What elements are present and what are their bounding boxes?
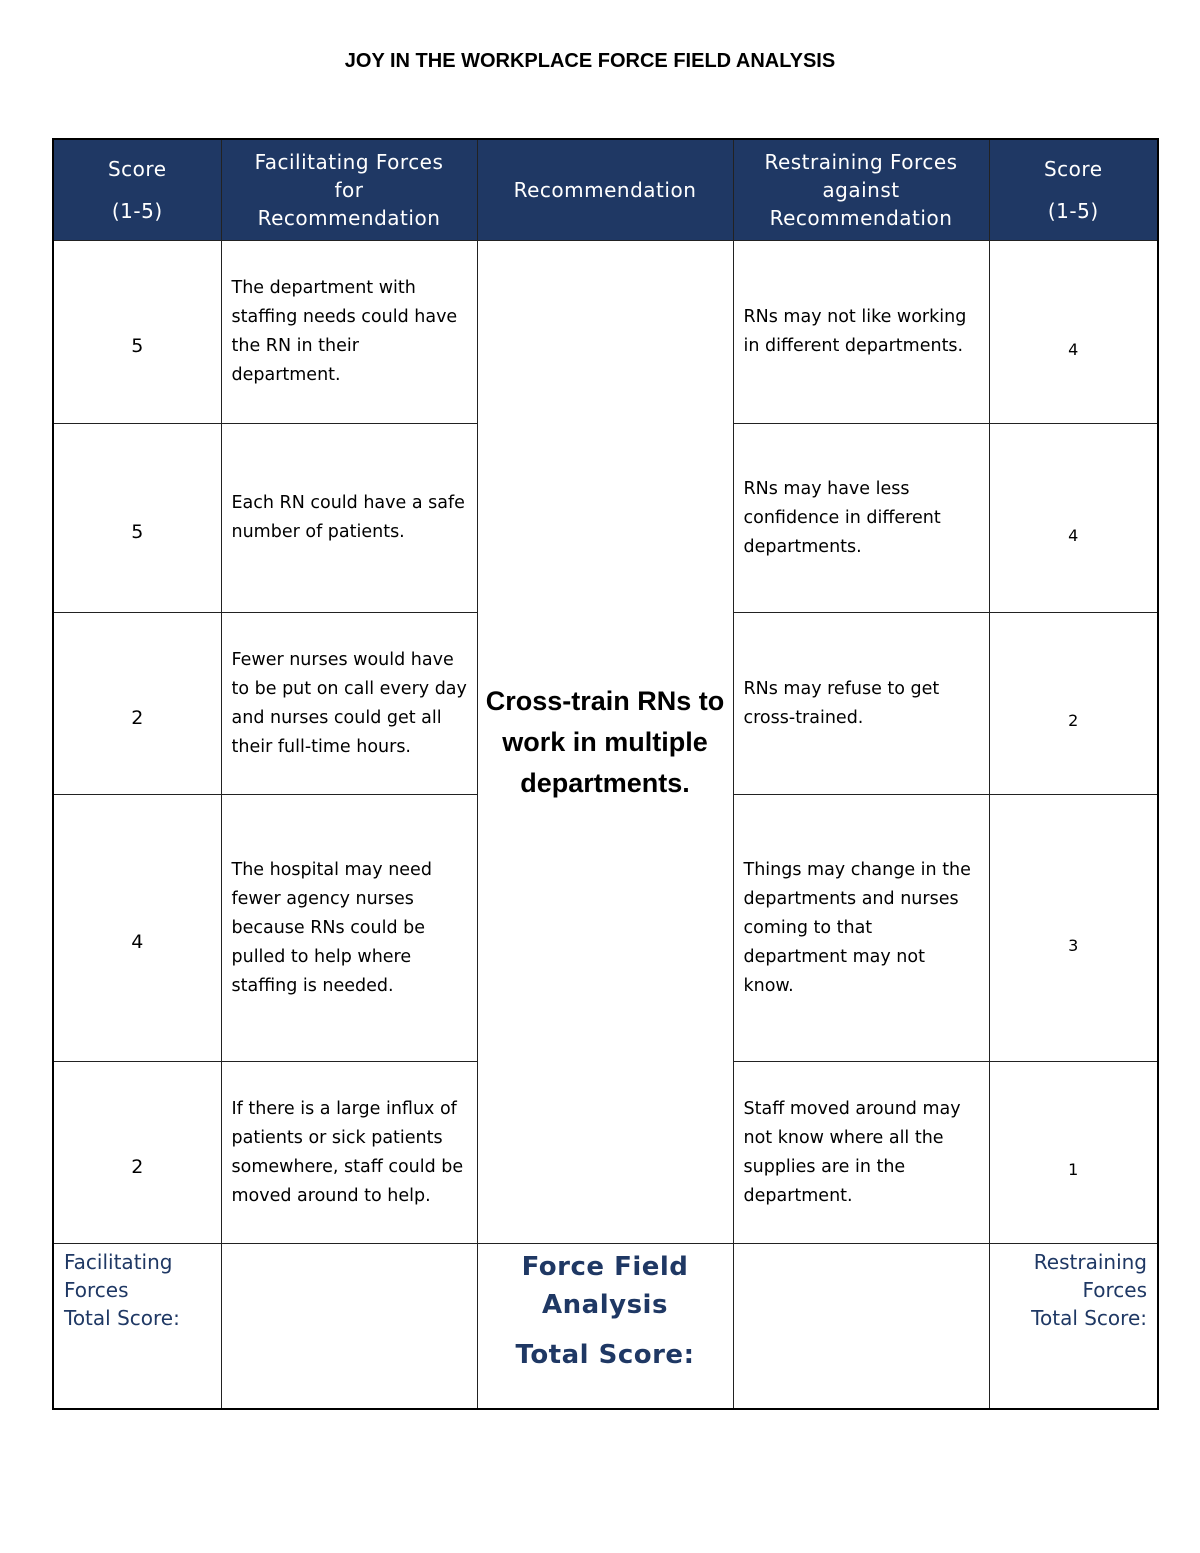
restraining-force-cell: Things may change in the departments and nurses coming to that department may not know. <box>733 795 989 1062</box>
restraining-total-line2: Forces <box>1082 1278 1147 1302</box>
force-field-total-line1: Force Field <box>521 1252 689 1282</box>
header-score-for-line1: Score <box>107 157 167 181</box>
header-facilitating-line3: Recommendation <box>257 206 441 230</box>
recommendation-cell: Cross-train RNs to work in multiple departments. <box>477 241 733 1244</box>
facilitating-total-line1: Facilitating <box>64 1250 173 1274</box>
score-for-cell: 4 <box>53 795 221 1062</box>
header-restraining-line3: Recommendation <box>769 206 953 230</box>
score-for-cell: 2 <box>53 613 221 795</box>
restraining-force-cell: RNs may not like working in different departments. <box>733 241 989 424</box>
facilitating-force-cell: The hospital may need fewer agency nurses because RNs could be pulled to help where staffing is needed. <box>221 795 477 1062</box>
force-field-table <box>52 138 1159 1410</box>
document-title: JOY IN THE WORKPLACE FORCE FIELD ANALYSIS <box>344 50 836 72</box>
header-score-against <box>989 139 1158 241</box>
restraining-total-line1: Restraining <box>1033 1250 1147 1274</box>
header-score-against-line1: Score <box>1043 157 1103 181</box>
table-row <box>53 241 1158 424</box>
score-for-cell: 5 <box>53 424 221 613</box>
score-for-cell: 2 <box>53 1062 221 1244</box>
facilitating-force-cell: Each RN could have a safe number of patients. <box>221 424 477 613</box>
header-score-against-line2: (1-5) <box>1047 199 1099 223</box>
restraining-total-label <box>989 1244 1158 1409</box>
score-against-cell: 3 <box>989 795 1158 1062</box>
restraining-force-cell: Staff moved around may not know where all the supplies are in the department. <box>733 1062 989 1244</box>
header-facilitating <box>221 139 477 241</box>
score-against-cell: 4 <box>989 241 1158 424</box>
header-score-for <box>53 139 221 241</box>
facilitating-force-cell: The department with staffing needs could have the RN in their department. <box>221 241 477 424</box>
force-field-total-label <box>477 1244 733 1409</box>
score-against-cell: 2 <box>989 613 1158 795</box>
force-field-total-line2: Analysis <box>542 1290 668 1320</box>
header-facilitating-line1: Facilitating Forces <box>254 150 444 174</box>
score-against-cell: 1 <box>989 1062 1158 1244</box>
force-field-total-line3: Total Score: <box>515 1340 695 1370</box>
header-restraining-line2: against <box>822 178 900 202</box>
facilitating-total-line3: Total Score: <box>64 1306 180 1330</box>
facilitating-total-line2: Forces <box>64 1278 129 1302</box>
facilitating-force-cell: If there is a large influx of patients or sick patients somewhere, staff could be moved around to help. <box>221 1062 477 1244</box>
restraining-force-cell: RNs may have less confidence in different departments. <box>733 424 989 613</box>
header-restraining <box>733 139 989 241</box>
header-row <box>53 139 1158 241</box>
header-facilitating-line2: for <box>334 178 364 202</box>
restraining-total-line3: Total Score: <box>1031 1306 1147 1330</box>
header-restraining-line1: Restraining Forces <box>764 150 958 174</box>
totals-row <box>53 1244 1158 1409</box>
facilitating-total-label <box>53 1244 221 1409</box>
restraining-total-value[interactable] <box>733 1244 989 1409</box>
facilitating-force-cell: Fewer nurses would have to be put on call every day and nurses could get all their full-time hours. <box>221 613 477 795</box>
restraining-force-cell: RNs may refuse to get cross-trained. <box>733 613 989 795</box>
facilitating-total-value[interactable] <box>221 1244 477 1409</box>
score-against-cell: 4 <box>989 424 1158 613</box>
header-score-for-line2: (1-5) <box>111 199 163 223</box>
header-recommendation: Recommendation <box>477 139 733 241</box>
score-for-cell: 5 <box>53 241 221 424</box>
